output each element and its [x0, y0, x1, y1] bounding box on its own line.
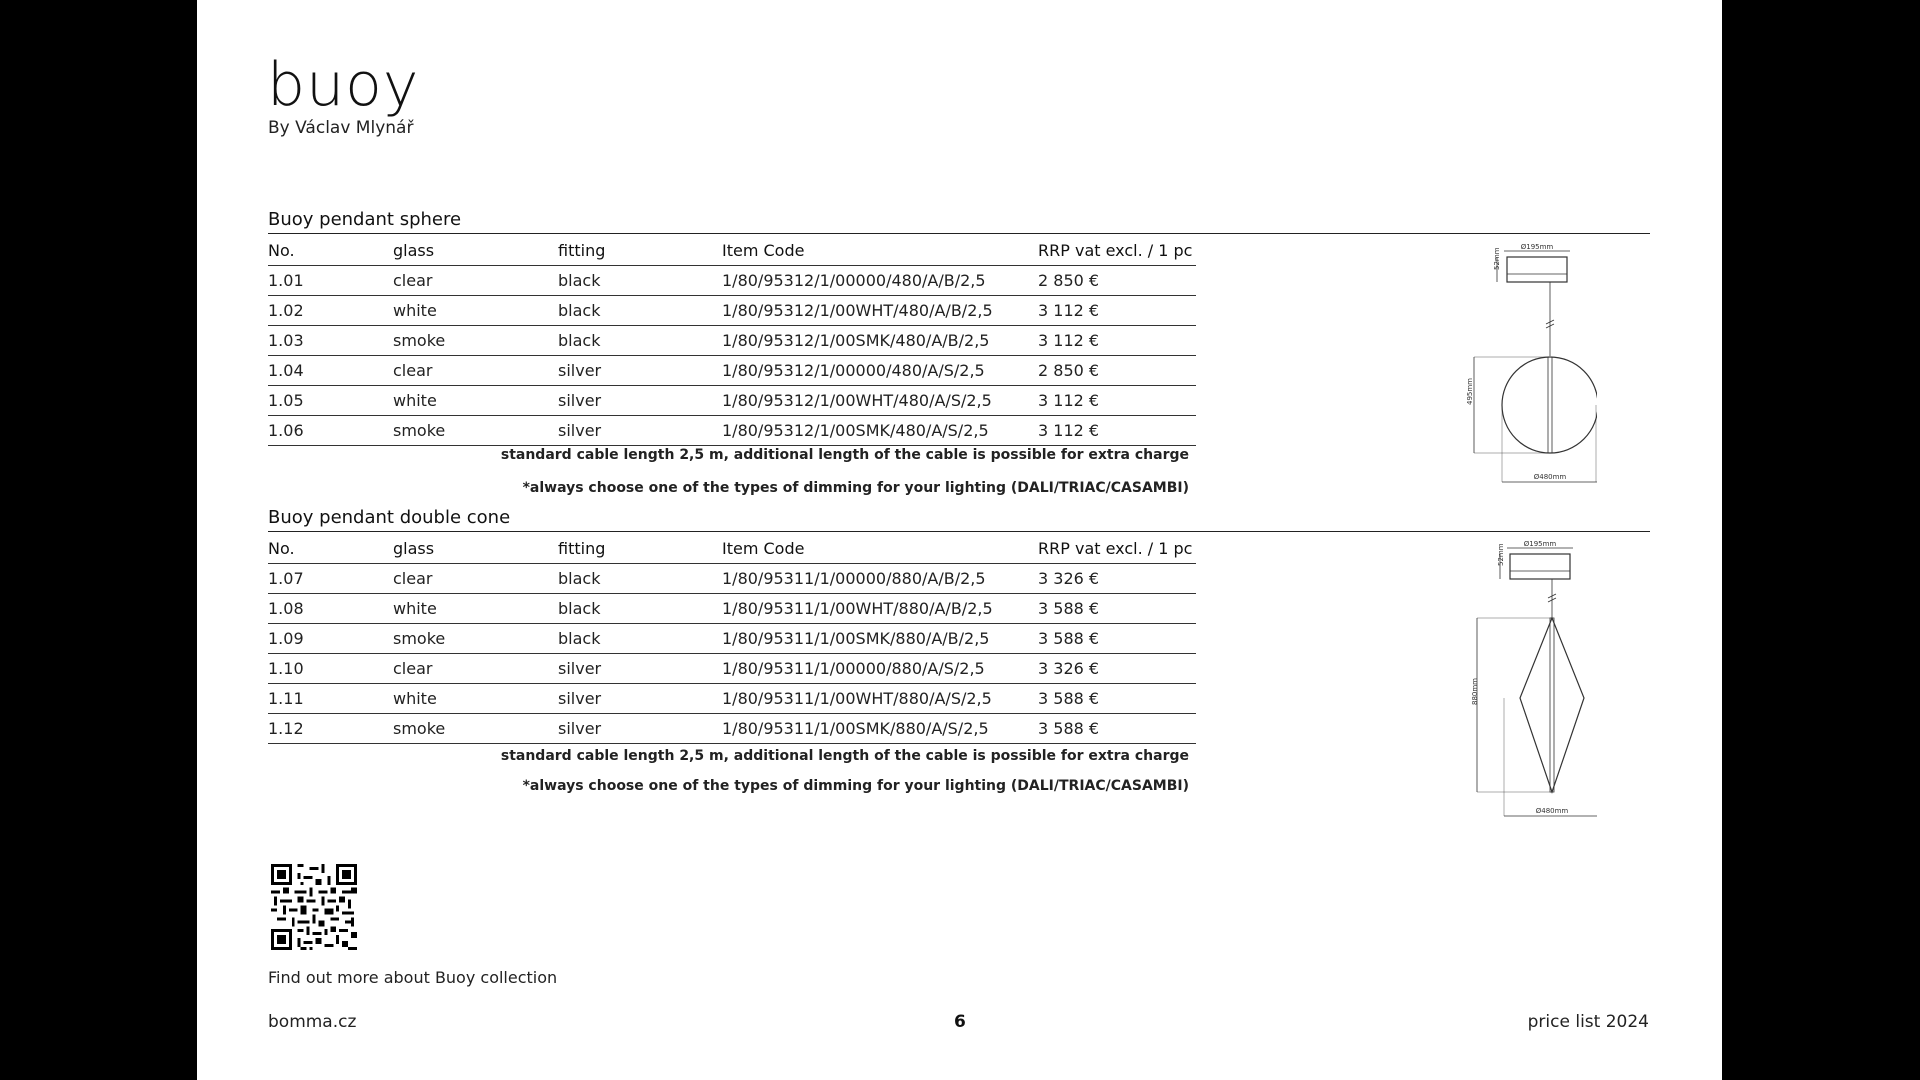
cell-no: 1.07: [268, 569, 304, 588]
table-row: [268, 296, 1196, 326]
col-header-item-code: Item Code: [722, 241, 805, 260]
price-table-double-cone: [268, 534, 1196, 744]
cell-fitting: silver: [558, 391, 602, 410]
cell-code: 1/80/95312/1/00000/480/A/S/2,5: [722, 361, 985, 380]
cell-code: 1/80/95311/1/00000/880/A/S/2,5: [722, 659, 985, 678]
cell-no: 1.03: [268, 331, 304, 350]
cell-no: 1.12: [268, 719, 304, 738]
section-title-double-cone: Buoy pendant double cone: [268, 507, 511, 528]
footer-price-list-year: price list 2024: [1527, 1012, 1649, 1032]
svg-text:880mm: 880mm: [1471, 678, 1479, 705]
cell-price: 2 850 €: [1038, 361, 1100, 380]
table-row: [268, 266, 1196, 296]
cell-no: 1.08: [268, 599, 304, 618]
double-cone-technical-drawing: [1457, 538, 1597, 823]
price-list-page: [197, 0, 1722, 1080]
cell-fitting: silver: [558, 719, 602, 738]
cell-no: 1.06: [268, 421, 304, 440]
cell-code: 1/80/95311/1/00WHT/880/A/B/2,5: [722, 599, 993, 618]
table-row: [268, 326, 1196, 356]
svg-text:52mm: 52mm: [1497, 543, 1505, 566]
cell-fitting: silver: [558, 421, 602, 440]
section-title-sphere: Buoy pendant sphere: [268, 209, 462, 230]
col-header-glass: glass: [393, 241, 435, 260]
section-rule: [268, 233, 1650, 234]
cell-price: 3 588 €: [1038, 689, 1100, 708]
dimming-note: *always choose one of the types of dimming for your lighting (DALI/TRIAC/CASAMBI): [522, 480, 1189, 496]
sphere-technical-drawing: [1457, 240, 1597, 490]
cell-glass: clear: [393, 271, 433, 290]
cell-no: 1.04: [268, 361, 304, 380]
svg-text:52mm: 52mm: [1493, 247, 1501, 270]
cell-price: 3 326 €: [1038, 659, 1100, 678]
cell-price: 3 588 €: [1038, 629, 1100, 648]
col-header-price: RRP vat excl. / 1 pc: [1038, 241, 1193, 260]
cell-no: 1.10: [268, 659, 304, 678]
cell-code: 1/80/95311/1/00WHT/880/A/S/2,5: [722, 689, 992, 708]
table-header-row: [268, 534, 1196, 564]
cell-fitting: black: [558, 629, 601, 648]
svg-text:Ø195mm: Ø195mm: [1523, 540, 1557, 548]
cell-fitting: black: [558, 271, 601, 290]
cable-length-note: standard cable length 2,5 m, additional length of the cable is possible for extra charge: [500, 748, 1189, 764]
cell-glass: white: [393, 689, 437, 708]
table-row: [268, 564, 1196, 594]
cell-fitting: silver: [558, 361, 602, 380]
cell-code: 1/80/95312/1/00SMK/480/A/B/2,5: [722, 331, 990, 350]
cell-code: 1/80/95312/1/00WHT/480/A/B/2,5: [722, 301, 993, 320]
cell-code: 1/80/95311/1/00000/880/A/B/2,5: [722, 569, 986, 588]
table-row: [268, 654, 1196, 684]
price-table-sphere: [268, 236, 1196, 446]
svg-text:Ø480mm: Ø480mm: [1533, 473, 1567, 481]
cell-price: 3 112 €: [1038, 391, 1100, 410]
cell-glass: smoke: [393, 331, 446, 350]
cell-price: 3 112 €: [1038, 331, 1100, 350]
cell-price: 3 112 €: [1038, 421, 1100, 440]
cell-fitting: silver: [558, 659, 602, 678]
brand-logo: buoy: [267, 50, 420, 120]
designer-byline: By Václav Mlynář: [268, 118, 414, 138]
table-row: [268, 624, 1196, 654]
cell-price: 3 112 €: [1038, 301, 1100, 320]
table-row: [268, 684, 1196, 714]
cell-glass: clear: [393, 361, 433, 380]
footer-website: bomma.cz: [268, 1012, 357, 1032]
col-header-glass: glass: [393, 539, 435, 558]
svg-text:Ø195mm: Ø195mm: [1520, 243, 1554, 251]
table-header-row: [268, 236, 1196, 266]
table-row: [268, 356, 1196, 386]
cell-no: 1.02: [268, 301, 304, 320]
section-rule: [268, 531, 1650, 532]
col-header-item-code: Item Code: [722, 539, 805, 558]
svg-text:Ø480mm: Ø480mm: [1535, 807, 1569, 815]
col-header-fitting: fitting: [558, 539, 606, 558]
table-row: [268, 416, 1196, 446]
cell-code: 1/80/95312/1/00WHT/480/A/S/2,5: [722, 391, 992, 410]
cell-fitting: silver: [558, 689, 602, 708]
cell-glass: clear: [393, 659, 433, 678]
cell-glass: smoke: [393, 421, 446, 440]
cell-price: 3 588 €: [1038, 599, 1100, 618]
svg-text:495mm: 495mm: [1466, 378, 1474, 405]
col-header-no: No.: [268, 241, 295, 260]
cell-fitting: black: [558, 599, 601, 618]
cell-no: 1.09: [268, 629, 304, 648]
cell-fitting: black: [558, 331, 601, 350]
cell-code: 1/80/95312/1/00SMK/480/A/S/2,5: [722, 421, 989, 440]
cell-fitting: black: [558, 569, 601, 588]
cable-length-note: standard cable length 2,5 m, additional length of the cable is possible for extra charge: [500, 447, 1189, 463]
cell-no: 1.05: [268, 391, 304, 410]
table-row: [268, 714, 1196, 744]
cell-code: 1/80/95311/1/00SMK/880/A/B/2,5: [722, 629, 990, 648]
col-header-no: No.: [268, 539, 295, 558]
cell-price: 2 850 €: [1038, 271, 1100, 290]
cell-glass: white: [393, 391, 437, 410]
cell-no: 1.01: [268, 271, 304, 290]
cell-glass: smoke: [393, 719, 446, 738]
cell-price: 3 588 €: [1038, 719, 1100, 738]
cell-glass: clear: [393, 569, 433, 588]
cell-code: 1/80/95312/1/00000/480/A/B/2,5: [722, 271, 986, 290]
cell-glass: white: [393, 599, 437, 618]
cell-no: 1.11: [268, 689, 304, 708]
cell-price: 3 326 €: [1038, 569, 1100, 588]
table-row: [268, 386, 1196, 416]
cell-fitting: black: [558, 301, 601, 320]
col-header-fitting: fitting: [558, 241, 606, 260]
qr-code[interactable]: [271, 864, 357, 950]
cell-glass: smoke: [393, 629, 446, 648]
dimming-note: *always choose one of the types of dimming for your lighting (DALI/TRIAC/CASAMBI): [522, 778, 1189, 794]
cell-glass: white: [393, 301, 437, 320]
cell-code: 1/80/95311/1/00SMK/880/A/S/2,5: [722, 719, 989, 738]
qr-caption: Find out more about Buoy collection: [268, 968, 558, 987]
col-header-price: RRP vat excl. / 1 pc: [1038, 539, 1193, 558]
page-number: 6: [954, 1012, 966, 1032]
table-row: [268, 594, 1196, 624]
